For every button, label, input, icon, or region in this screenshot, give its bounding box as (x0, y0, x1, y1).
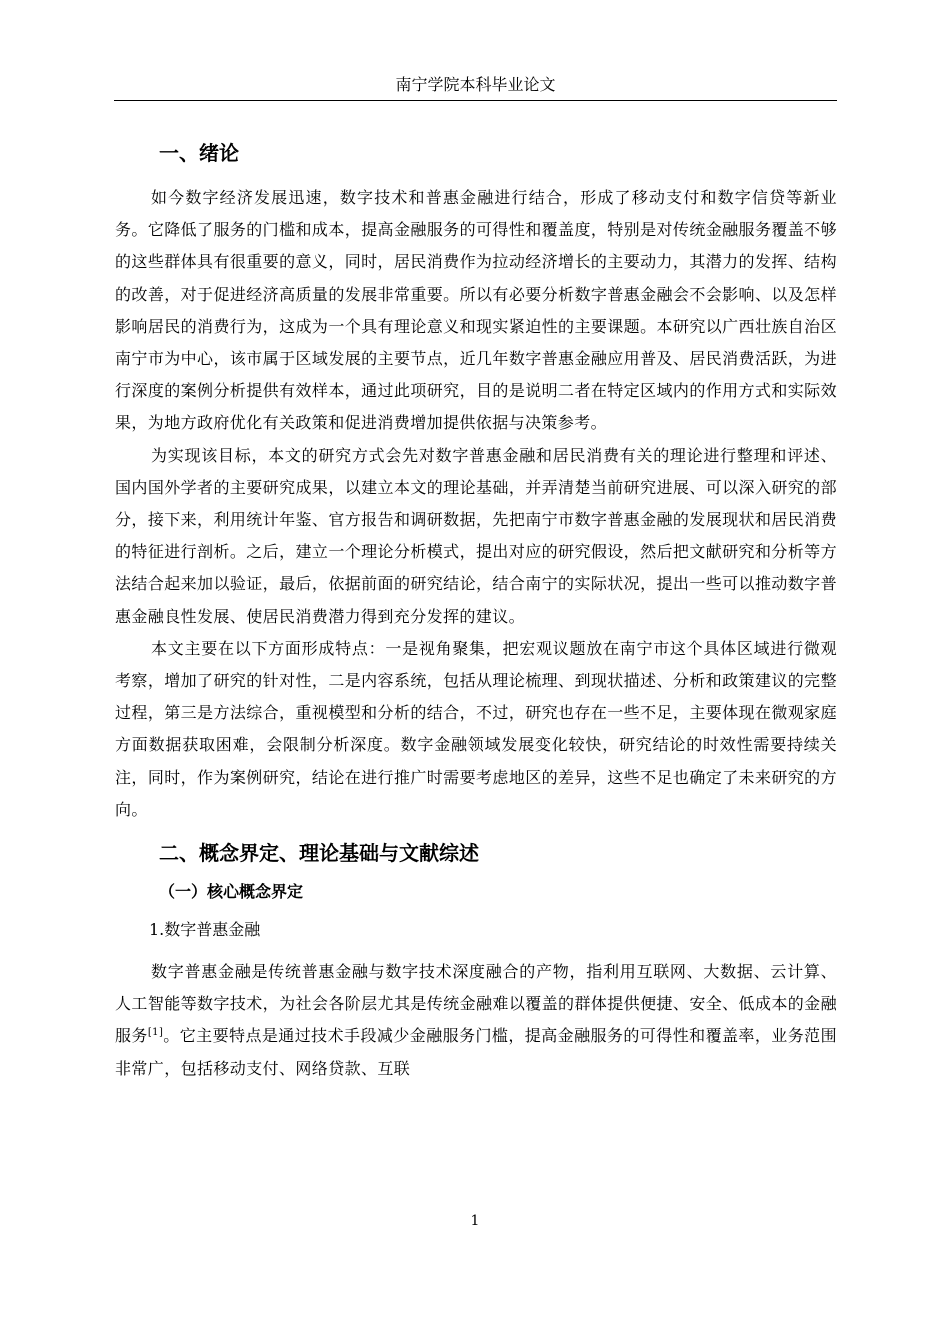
subsection-heading-core-concepts: （一）核心概念界定 (159, 882, 304, 902)
concept-paragraph (115, 956, 837, 1085)
page-header-title: 南宁学院本科毕业论文 (395, 75, 556, 94)
subsubsection-heading-digital-finance: 1.数字普惠金融 (149, 920, 261, 940)
concept-paragraph-text-after-citation: 。它主要特点是通过技术手段减少金融服务门槛，提高金融服务的可得性和覆盖率，业务范围非常广，包括移动支付、网络贷款、互联 (115, 1026, 837, 1078)
intro-paragraph-2: 为实现该目标，本文的研究方式会先对数字普惠金融和居民消费有关的理论进行整理和评述、国内国外学者的主要研究成果，以建立本文的理论基础，并弄清楚当前研究进展、可以深入研究的部分，接下来，利用统计年鉴、官方报告和调研数据，先把南宁市数字普惠金融的发展现状和居民消费的特征进行剖析。之后，建立一个理论分析模式，提出对应的研究假设，然后把文献研究和分析等方法结合起来加以验证，最后，依据前面的研究结论，结合南宁的实际状况，提出一些可以推动数字普惠金融良性发展、使居民消费潜力得到充分发挥的建议。 (115, 445, 837, 626)
document-body (115, 136, 837, 1085)
header-divider (114, 100, 837, 101)
intro-paragraph-1: 如今数字经济发展迅速，数字技术和普惠金融进行结合，形成了移动支付和数字信贷等新业务。它降低了服务的门槛和成本，提高金融服务的可得性和覆盖度，特别是对传统金融服务覆盖不够的这些群体具有很重要的意义，同时，居民消费作为拉动经济增长的主要动力，其潜力的发挥、结构的改善，对于促进经济高质量的发展非常重要。所以有必要分析数字普惠金融会不会影响、以及怎样影响居民的消费行为，这成为一个具有理论意义和现实紧迫性的主要课题。本研究以广西壮族自治区南宁市为中心，该市属于区域发展的主要节点，近几年数字普惠金融应用普及、居民消费活跃，为进行深度的案例分析提供有效样本，通过此项研究，目的是说明二者在特定区域内的作用方式和实际效果，为地方政府优化有关政策和促进消费增加提供依据与决策参考。 (115, 188, 837, 433)
citation-reference[interactable]: [1] (147, 1027, 164, 1039)
section-heading-concepts: 二、概念界定、理论基础与文献综述 (159, 841, 479, 866)
section-heading-introduction: 一、绪论 (159, 141, 239, 165)
concept-paragraph-text-before-citation: 数字普惠金融是传统普惠金融与数字技术深度融合的产物，指利用互联网、大数据、云计算、人工智能等数字技术，为社会各阶层尤其是传统金融难以覆盖的群体提供便捷、安全、低成本的金融服务 (115, 962, 837, 1046)
intro-paragraph-3: 本文主要在以下方面形成特点：一是视角聚集，把宏观议题放在南宁市这个具体区域进行微观考察，增加了研究的针对性，二是内容系统，包括从理论梳理、到现状描述、分析和政策建议的完整过程，第三是方法综合，重视模型和分析的结合，不过，研究也存在一些不足，主要体现在微观家庭方面数据获取困难，会限制分析深度。数字金融领域发展变化较快，研究结论的时效性需要持续关注，同时，作为案例研究，结论在进行推广时需要考虑地区的差异，这些不足也确定了未来研究的方向。 (115, 638, 837, 819)
page-number: 1 (470, 1213, 480, 1229)
